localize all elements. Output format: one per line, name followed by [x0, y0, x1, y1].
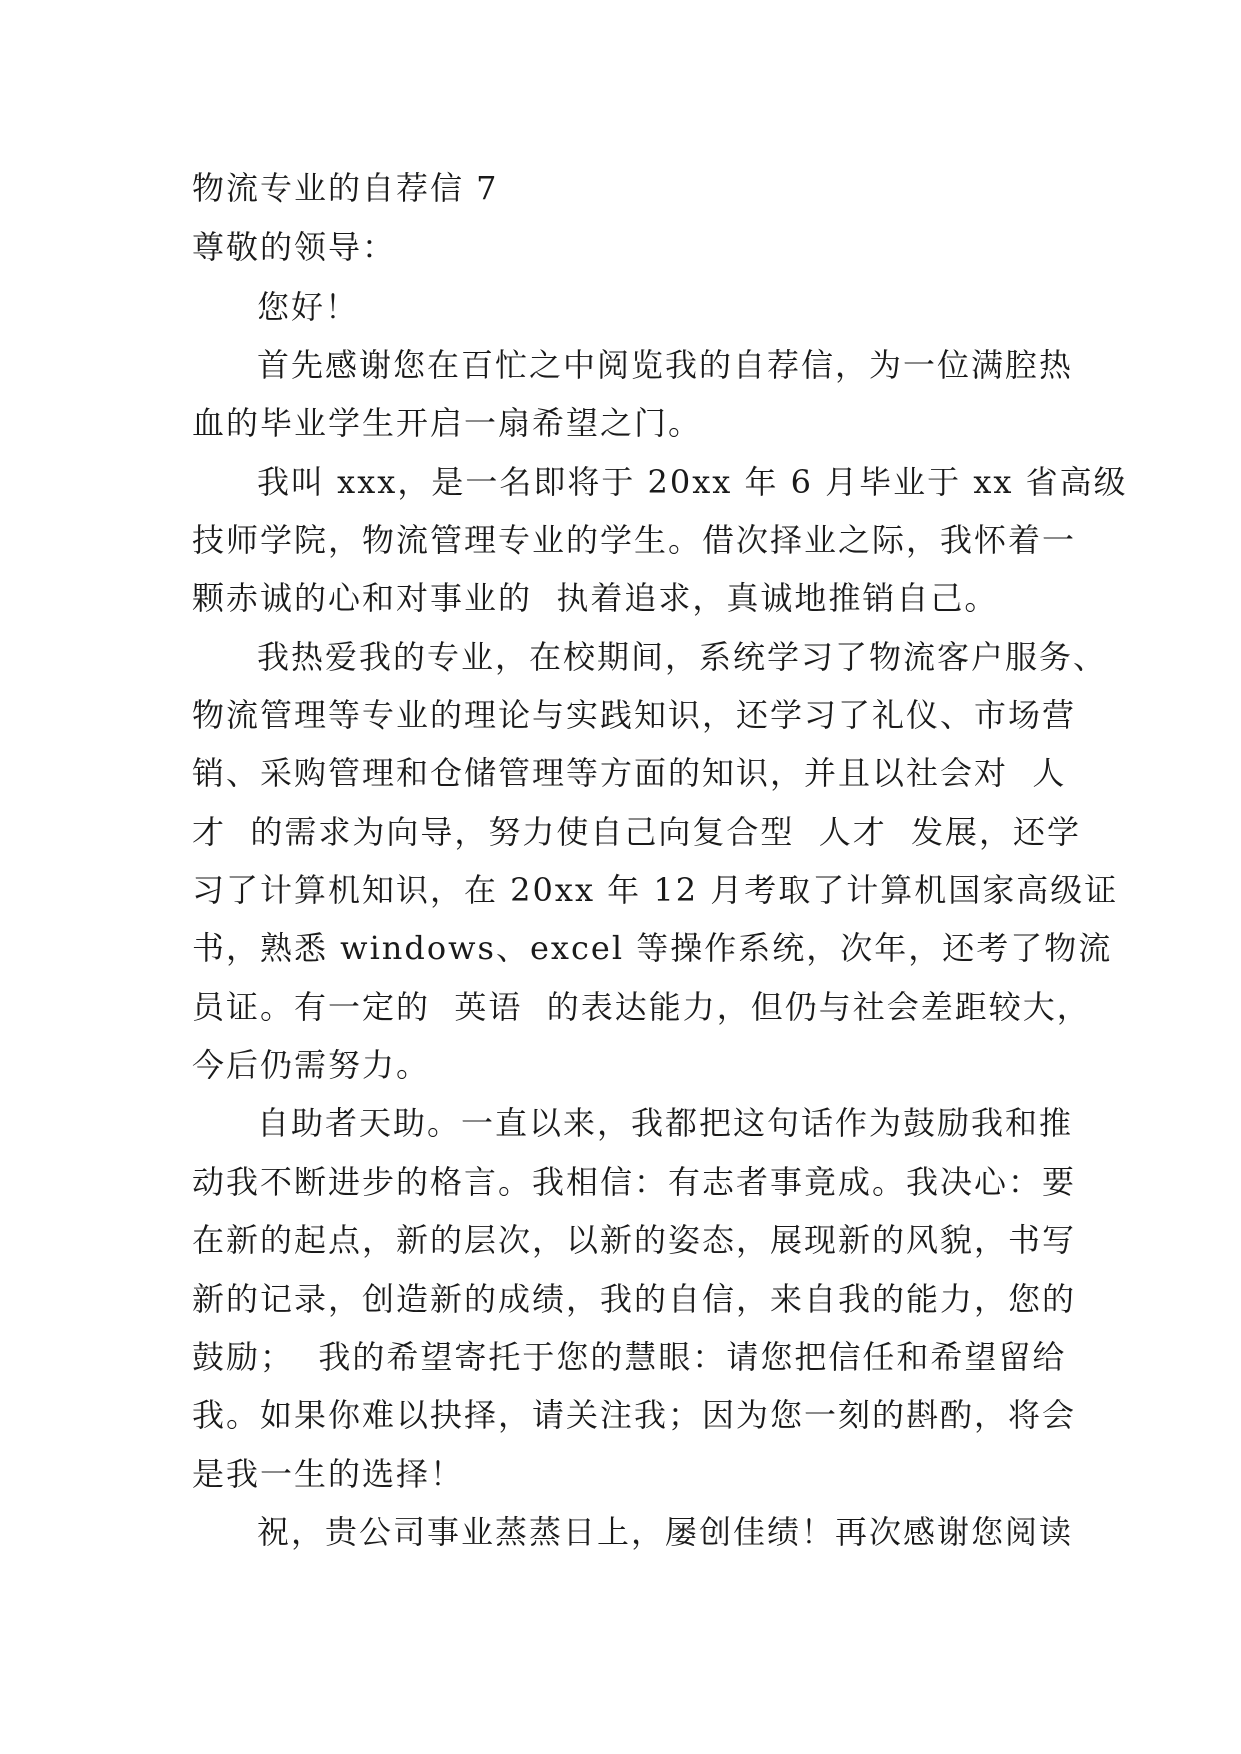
- body-line: 是我一生的选择！: [192, 1455, 465, 1493]
- body-line: 鼓励； 我的希望寄托于您的慧眼：请您把信任和希望留给: [192, 1338, 1067, 1376]
- body-line: 书，熟悉 windows、excel 等操作系统，次年，还考了物流: [192, 929, 1113, 967]
- body-line: 颗赤诚的心和对事业的 执着追求，真诚地推销自己。: [192, 579, 999, 617]
- body-line: 我。如果你难以抉择，请关注我；因为您一刻的斟酌，将会: [192, 1396, 1077, 1434]
- body-line: 我热爱我的专业，在校期间，系统学习了物流客户服务、: [257, 638, 1108, 676]
- body-line: 员证。有一定的 英语 的表达能力，但仍与社会差距较大，: [192, 988, 1091, 1026]
- body-line: 习了计算机知识，在 20xx 年 12 月考取了计算机国家高级证: [192, 871, 1119, 909]
- body-line: 才 的需求为向导，努力使自己向复合型 人才 发展，还学: [192, 813, 1082, 851]
- document-title: 物流专业的自荐信 7: [192, 169, 499, 207]
- closing-line: 祝，贵公司事业蒸蒸日上，屡创佳绩！再次感谢您阅读: [257, 1513, 1074, 1551]
- body-line: 动我不断进步的格言。我相信：有志者事竟成。我决心：要: [192, 1163, 1077, 1201]
- greeting-line: 您好！: [257, 288, 360, 326]
- body-line: 在新的起点，新的层次，以新的姿态，展现新的风貌，书写: [192, 1221, 1077, 1259]
- salutation: 尊敬的领导：: [192, 228, 397, 266]
- body-line: 首先感谢您在百忙之中阅览我的自荐信，为一位满腔热: [257, 346, 1074, 384]
- body-line: 物流管理等专业的理论与实践知识，还学习了礼仪、市场营: [192, 696, 1077, 734]
- body-line: 自助者天助。一直以来，我都把这句话作为鼓励我和推: [257, 1104, 1074, 1142]
- body-line: 销、采购管理和仓储管理等方面的知识，并且以社会对 人: [192, 754, 1067, 792]
- body-line: 新的记录，创造新的成绩，我的自信，来自我的能力，您的: [192, 1280, 1077, 1318]
- body-line: 血的毕业学生开启一扇希望之门。: [192, 404, 703, 442]
- body-line: 技师学院，物流管理专业的学生。借次择业之际，我怀着一: [192, 521, 1077, 559]
- body-line: 我叫 xxx，是一名即将于 20xx 年 6 月毕业于 xx 省高级: [257, 463, 1128, 501]
- body-line: 今后仍需努力。: [192, 1046, 431, 1084]
